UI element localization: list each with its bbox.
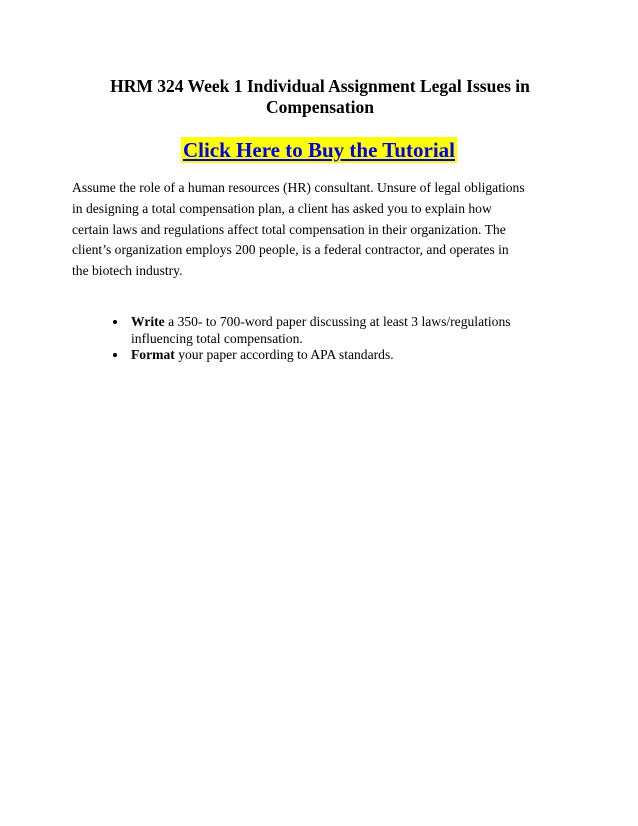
assignment-paragraph <box>72 178 572 282</box>
bullet-1-line-2: influencing total compensation. <box>131 330 303 346</box>
paragraph-line-4: client’s organization employs 200 people, is a federal contractor, and operates in <box>72 242 509 258</box>
buy-tutorial-link[interactable]: Click Here to Buy the Tutorial <box>182 138 456 162</box>
paragraph-line-3: certain laws and regulations affect total compensation in their organization. The <box>72 221 506 237</box>
list-item <box>113 314 573 347</box>
bullet-2-text: your paper according to APA standards. <box>174 347 394 362</box>
bullet-1-line-1 <box>131 314 573 331</box>
title-line-1: HRM 324 Week 1 Individual Assignment Legal Issues in <box>110 76 530 96</box>
bullet-icon <box>113 320 117 324</box>
paragraph-line-2: in designing a total compensation plan, a client has asked you to explain how <box>72 200 492 216</box>
title-line-2: Compensation <box>266 97 374 117</box>
instructions-list <box>113 314 573 364</box>
bullet-2-line-1 <box>131 347 573 364</box>
bullet-1-text: a 350- to 700-word paper discussing at least 3 laws/regulations <box>164 314 511 329</box>
document-title <box>70 76 570 118</box>
list-item <box>113 347 573 364</box>
paragraph-line-1: Assume the role of a human resources (HR) consultant. Unsure of legal obligations <box>72 180 525 195</box>
bullet-1-keyword: Write <box>131 314 165 329</box>
bullet-2-keyword: Format <box>131 347 175 362</box>
paragraph-line-5: the biotech industry. <box>72 263 183 279</box>
cta-container <box>0 137 638 163</box>
bullet-icon <box>113 353 117 357</box>
